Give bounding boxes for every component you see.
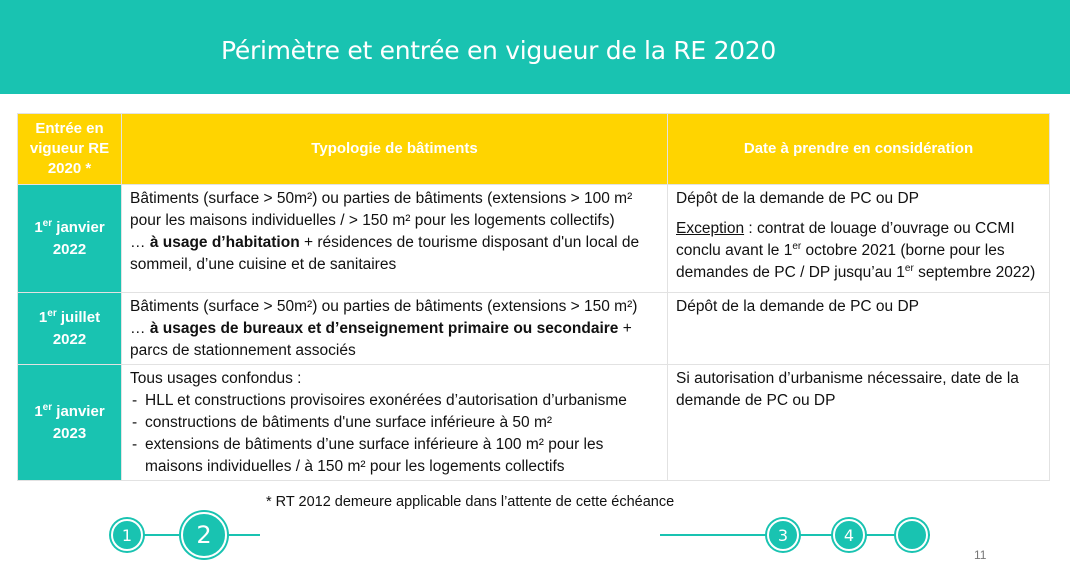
re2020-table [17,113,1050,481]
consider-main: Si autorisation d’urbanisme nécessaire, date de la demande de PC ou DP [676,370,1019,409]
typology-cell [122,293,668,365]
nav-step-5[interactable] [896,519,928,551]
consider-main: Dépôt de la demande de PC ou DP [676,190,919,207]
list-item: - extensions de bâtiments d’une surface inférieure à 100 m² pour les maisons individuelles / à 150 m² pour les logements collectifs [130,434,661,478]
header-entry-date: Entrée en vigueur RE 2020 * [18,114,122,185]
header-date-consider: Date à prendre en considération [668,114,1050,185]
consider-cell [668,365,1050,481]
list-item: - constructions de bâtiments d'une surface inférieure à 50 m² [130,412,661,434]
table-row [18,293,1050,365]
footnote: * RT 2012 demeure applicable dans l’attente de cette échéance [266,494,675,510]
page-number: 11 [974,548,987,562]
nav-step-3[interactable]: 3 [767,519,799,551]
typology-intro: Bâtiments (surface > 50m²) ou parties de bâtiments (extensions > 150 m²) [130,298,638,315]
date-cell: 1er juillet 2022 [18,293,122,365]
date-cell: 1er janvier 2023 [18,365,122,481]
typology-cell [122,185,668,293]
consider-cell [668,293,1050,365]
typology-list [130,390,661,478]
consider-main: Dépôt de la demande de PC ou DP [676,298,919,315]
consider-cell [668,185,1050,293]
typology-usage: … à usage d’habitation + résidences de tourisme disposant d'un local de sommeil, d’une cuisine et de sanitaires [130,234,640,273]
exception-note: Exception : contrat de louage d’ouvrage ou CCMI conclu avant le 1er octobre 2021 (borne pour les demandes de PC / DP jusqu’au 1er septembre 2022) [676,220,1036,281]
nav-step-2[interactable]: 2 [181,512,227,558]
nav-step-4[interactable]: 4 [833,519,865,551]
header-typology: Typologie de bâtiments [122,114,668,185]
typology-intro: Bâtiments (surface > 50m²) ou parties de bâtiments (extensions > 100 m² pour les maisons individuelles / > 150 m² pour les logements collectifs) [130,190,633,229]
table-header-row [18,114,1050,185]
list-item: - HLL et constructions provisoires exonérées d’autorisation d’urbanisme [130,390,661,412]
slide-title: Périmètre et entrée en vigueur de la RE 2020 [221,36,777,65]
table-row [18,365,1050,481]
typology-usage: … à usages de bureaux et d’enseignement primaire ou secondaire + parcs de stationnement associés [130,320,632,359]
table-row [18,185,1050,293]
slide-header [0,0,1070,94]
nav-step-1[interactable]: 1 [111,519,143,551]
typology-cell [122,365,668,481]
date-cell: 1er janvier 2022 [18,185,122,293]
typology-intro: Tous usages confondus : [130,370,302,387]
